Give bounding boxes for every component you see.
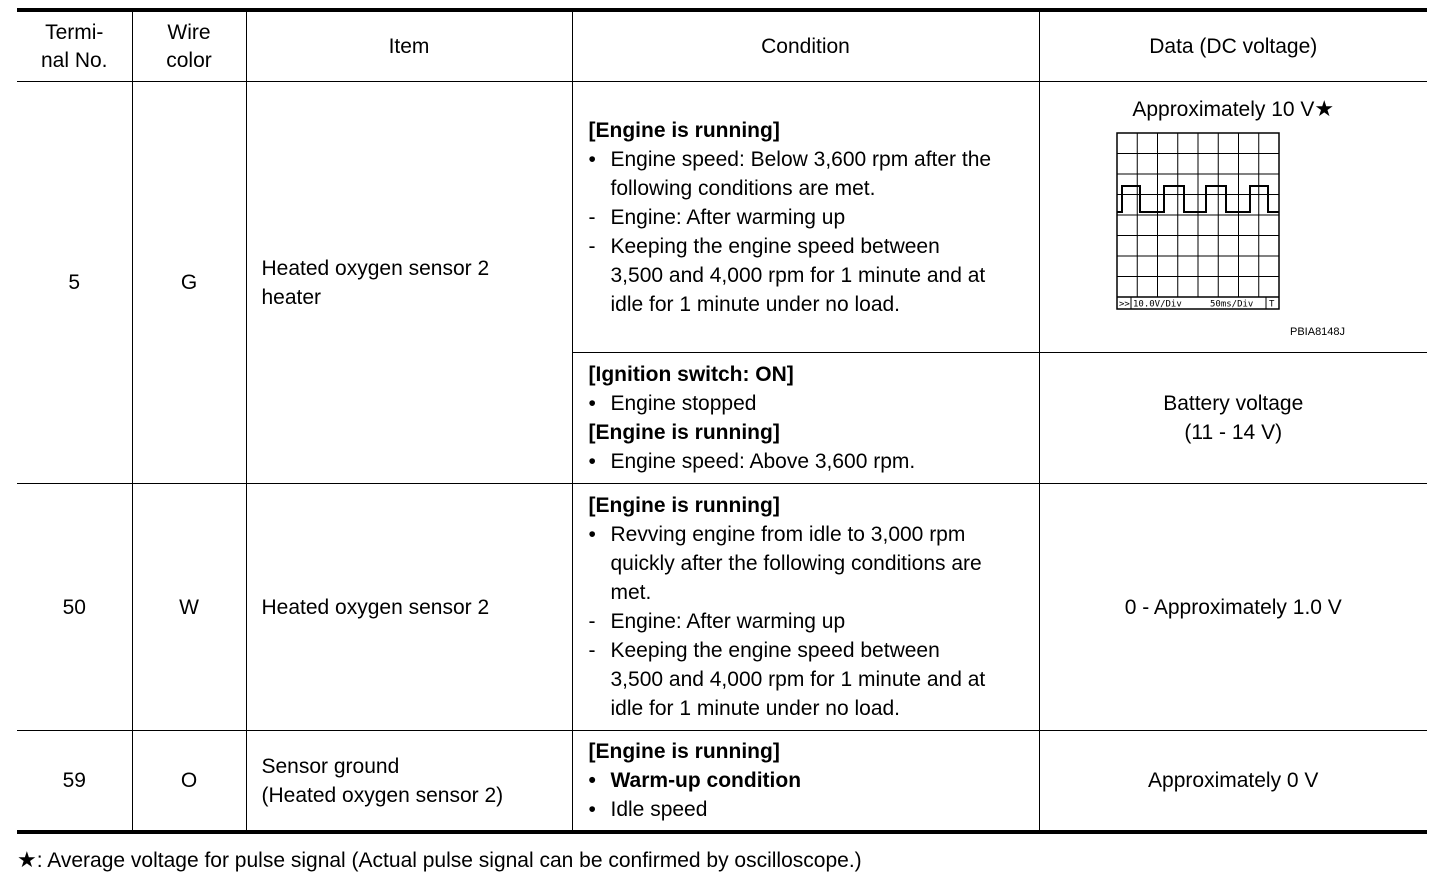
condition-line: 3,500 and 4,000 rpm for 1 minute and at bbox=[610, 668, 986, 691]
condition-line: - Keeping the engine speed between bbox=[588, 639, 940, 662]
data-cell: Approximately 0 V bbox=[1039, 731, 1427, 833]
condition-line: • Warm-up condition bbox=[588, 769, 802, 792]
terminal-number: 5 bbox=[17, 82, 132, 484]
oscilloscope-graph bbox=[1116, 132, 1356, 342]
condition-cell bbox=[572, 484, 1039, 731]
condition-line: 3,500 and 4,000 rpm for 1 minute and at bbox=[610, 263, 986, 287]
terminal-data-table bbox=[17, 8, 1427, 834]
condition-header: [Engine is running] bbox=[588, 118, 780, 142]
figure-id: PBIA8148J bbox=[1289, 326, 1345, 338]
data-value: Approximately 10 V★ bbox=[1132, 96, 1335, 121]
oscilloscope-figure bbox=[1040, 82, 1428, 352]
condition-cell bbox=[572, 353, 1039, 484]
col-header-terminal: Termi- nal No. bbox=[17, 10, 132, 82]
item-cell: Heated oxygen sensor 2 bbox=[246, 484, 572, 731]
star-icon: ★ bbox=[17, 847, 37, 872]
condition-line: - Engine: After warming up bbox=[588, 205, 846, 229]
wire-color: W bbox=[132, 484, 246, 731]
condition-line: • Engine speed: Below 3,600 rpm after the bbox=[588, 147, 992, 171]
condition-header: [Ignition switch: ON] bbox=[588, 363, 794, 386]
condition-line: idle for 1 minute under no load. bbox=[610, 697, 901, 720]
scope-left-marker: >> bbox=[1118, 299, 1130, 310]
condition-line: • Revving engine from idle to 3,000 rpm bbox=[588, 523, 966, 546]
condition-cell bbox=[572, 82, 1039, 353]
condition-header: [Engine is running] bbox=[588, 494, 780, 517]
data-cell bbox=[1039, 82, 1427, 353]
condition-header: [Engine is running] bbox=[588, 740, 780, 763]
condition-line: following conditions are met. bbox=[610, 176, 876, 200]
table-row bbox=[17, 82, 1427, 353]
footnote-text: : Average voltage for pulse signal (Actual pulse signal can be confirmed by oscilloscope.) bbox=[36, 849, 862, 872]
col-header-wire-color: Wire color bbox=[132, 10, 246, 82]
condition-line: - Keeping the engine speed between bbox=[588, 234, 940, 258]
condition-header: [Engine is running] bbox=[588, 421, 780, 444]
col-header-condition: Condition bbox=[572, 10, 1039, 82]
table-row bbox=[17, 731, 1427, 833]
wire-color: O bbox=[132, 731, 246, 833]
scope-time-div: 50ms/Div bbox=[1209, 299, 1253, 310]
terminal-number: 50 bbox=[17, 484, 132, 731]
condition-cell bbox=[572, 731, 1039, 833]
star-icon: ★ bbox=[1314, 96, 1335, 121]
scope-trigger: T bbox=[1268, 299, 1274, 310]
table-row bbox=[17, 484, 1427, 731]
data-cell: 0 - Approximately 1.0 V bbox=[1039, 484, 1427, 731]
item-cell: Sensor ground (Heated oxygen sensor 2) bbox=[246, 731, 572, 833]
col-header-data: Data (DC voltage) bbox=[1039, 10, 1427, 82]
condition-line: quickly after the following conditions are bbox=[610, 552, 982, 575]
condition-line: • Idle speed bbox=[588, 798, 708, 821]
header-row bbox=[17, 10, 1427, 82]
terminal-number: 59 bbox=[17, 731, 132, 833]
col-header-item: Item bbox=[246, 10, 572, 82]
scope-volt-div: 10.0V/Div bbox=[1132, 299, 1182, 310]
condition-line: met. bbox=[610, 581, 652, 604]
condition-line: - Engine: After warming up bbox=[588, 610, 846, 633]
data-cell: Battery voltage (11 - 14 V) bbox=[1039, 353, 1427, 484]
condition-line: • Engine speed: Above 3,600 rpm. bbox=[588, 450, 916, 473]
item-cell: Heated oxygen sensor 2 heater bbox=[246, 82, 572, 484]
wire-color: G bbox=[132, 82, 246, 484]
condition-line: idle for 1 minute under no load. bbox=[610, 292, 901, 316]
footnote bbox=[17, 846, 862, 875]
condition-line: • Engine stopped bbox=[588, 392, 757, 415]
